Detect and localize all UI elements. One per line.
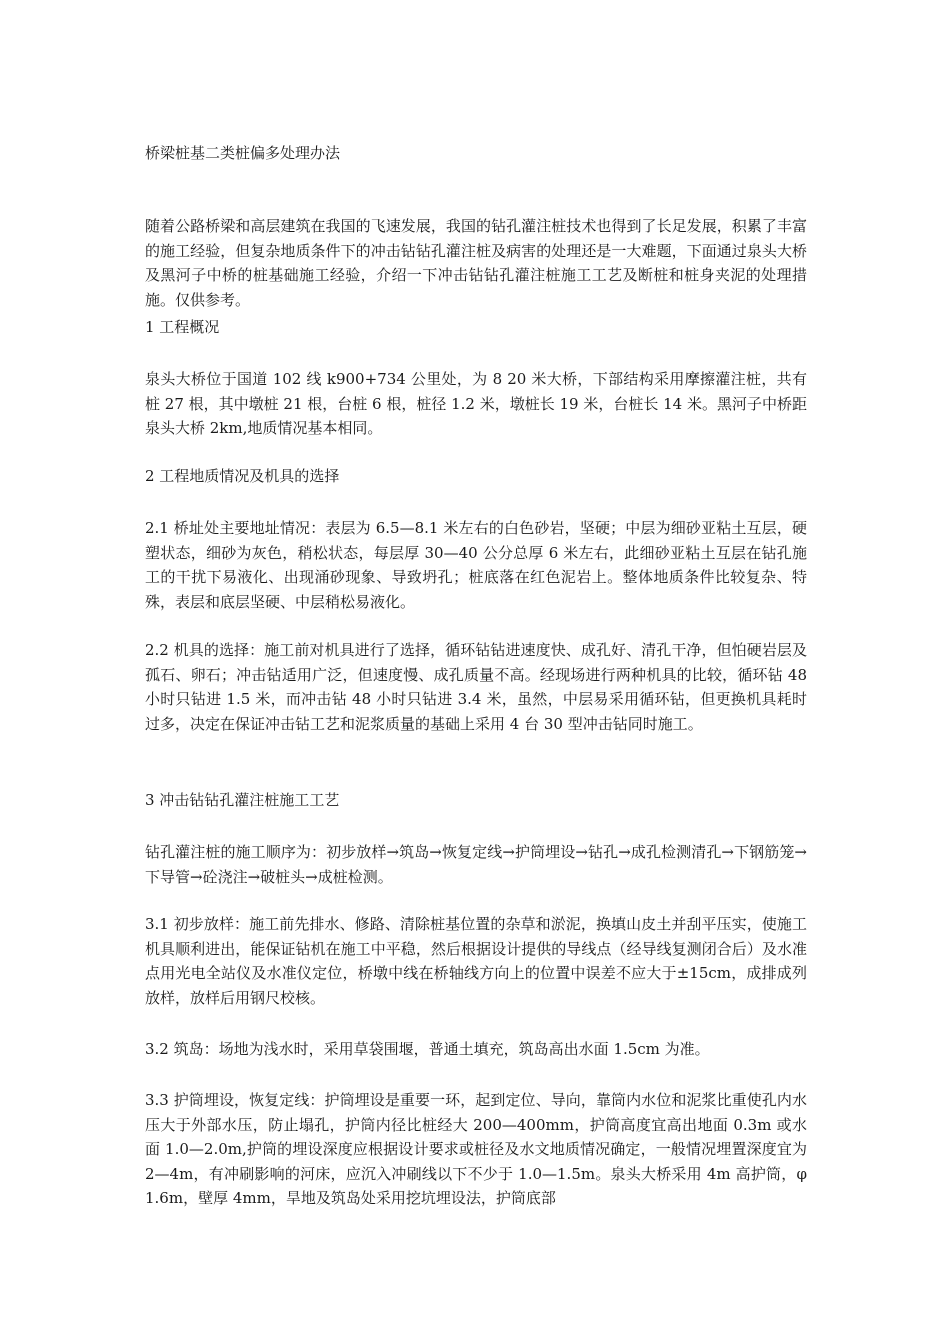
intro-paragraph: 随着公路桥梁和高层建筑在我国的飞速发展，我国的钻孔灌注桩技术也得到了长足发展，积累了丰富的施工经验，但复杂地质条件下的冲击钻钻孔灌注桩及病害的处理还是一大难题，下面通过泉头大桥及黑河子中桥的桩基础施工经验，介绍一下冲击钻钻孔灌注桩施工工艺及断桩和桩身夹泥的处理措施。仅供参考。: [145, 217, 807, 309]
section-3-heading: 3 冲击钻钻孔灌注桩施工工艺: [145, 791, 340, 809]
section-2-2-paragraph: 2.2 机具的选择：施工前对机具进行了选择，循环钻钻进速度快、成孔好、清孔干净，但怕硬岩层及孤石、卵石；冲击钻适用广泛，但速度慢、成孔质量不高。经现场进行两种机具的比较，循环钻 48 小时只钻进 1.5 米，而冲击钻 48 小时只钻进 3.4 米，虽然，中层易采用循环钻，但更换机具耗时过多，决定在保证冲击钻工艺和泥浆质量的基础上采用 4 台 30 型冲击钻同时施工。: [145, 641, 807, 733]
document-title: 桥梁桩基二类桩偏多处理办法: [145, 144, 341, 162]
section-1-heading: 1 工程概况: [145, 318, 220, 336]
section-1-paragraph: 泉头大桥位于国道 102 线 k900+734 公里处，为 8 20 米大桥，下部结构采用摩擦灌注桩，共有桩 27 根，其中墩桩 21 根，台桩 6 根，桩径 1.2 米，墩桩长 19 米，台桩长 14 米。黑河子中桥距泉头大桥 2km,地质情况基本相同。: [145, 370, 807, 437]
section-3-1-paragraph: 3.1 初步放样：施工前先排水、修路、清除桩基位置的杂草和淤泥，换填山皮土并刮平压实，使施工机具顺利进出，能保证钻机在施工中平稳，然后根据设计提供的导线点（经导线复测闭合后）及水准点用光电全站仪及水准仪定位，桥墩中线在桥轴线方向上的位置中误差不应大于±15cm，成排成列放样，放样后用钢尺校核。: [145, 915, 807, 1007]
section-2-1-paragraph: 2.1 桥址处主要地址情况：表层为 6.5—8.1 米左右的白色砂岩，坚硬；中层为细砂亚粘土互层，硬塑状态，细砂为灰色，稍松状态，每层厚 30—40 公分总厚 6 米左右，此细砂亚粘土互层在钻孔施工的干扰下易液化、出现涌砂现象、导致坍孔；桩底落在红色泥岩上。整体地质条件比较复杂、特殊，表层和底层坚硬、中层稍松易液化。: [145, 519, 807, 611]
section-2-heading: 2 工程地质情况及机具的选择: [145, 467, 340, 485]
section-3-2-paragraph: 3.2 筑岛：场地为浅水时，采用草袋围堰，普通土填充，筑岛高出水面 1.5cm 为准。: [145, 1040, 710, 1058]
section-3-paragraph: 钻孔灌注桩的施工顺序为：初步放样→筑岛→恢复定线→护筒埋设→钻孔→成孔检测清孔→下钢筋笼→下导管→砼浇注→破桩头→成桩检测。: [145, 843, 807, 886]
section-3-3-paragraph: 3.3 护筒埋设，恢复定线：护筒埋设是重要一环，起到定位、导向，靠筒内水位和泥浆比重使孔内水压大于外部水压，防止塌孔，护筒内径比桩经大 200—400mm，护筒高度宜高出地面 0.3m 或水面 1.0—2.0m,护筒的埋设深度应根据设计要求或桩径及水文地质情况确定，一般情况埋置深度宜为 2—4m，有冲刷影响的河床，应沉入冲刷线以下不少于 1.0—1.5m。泉头大桥采用 4m 高护筒，φ1.6m，壁厚 4mm，旱地及筑岛处采用挖坑埋设法，护筒底部: [145, 1091, 807, 1207]
